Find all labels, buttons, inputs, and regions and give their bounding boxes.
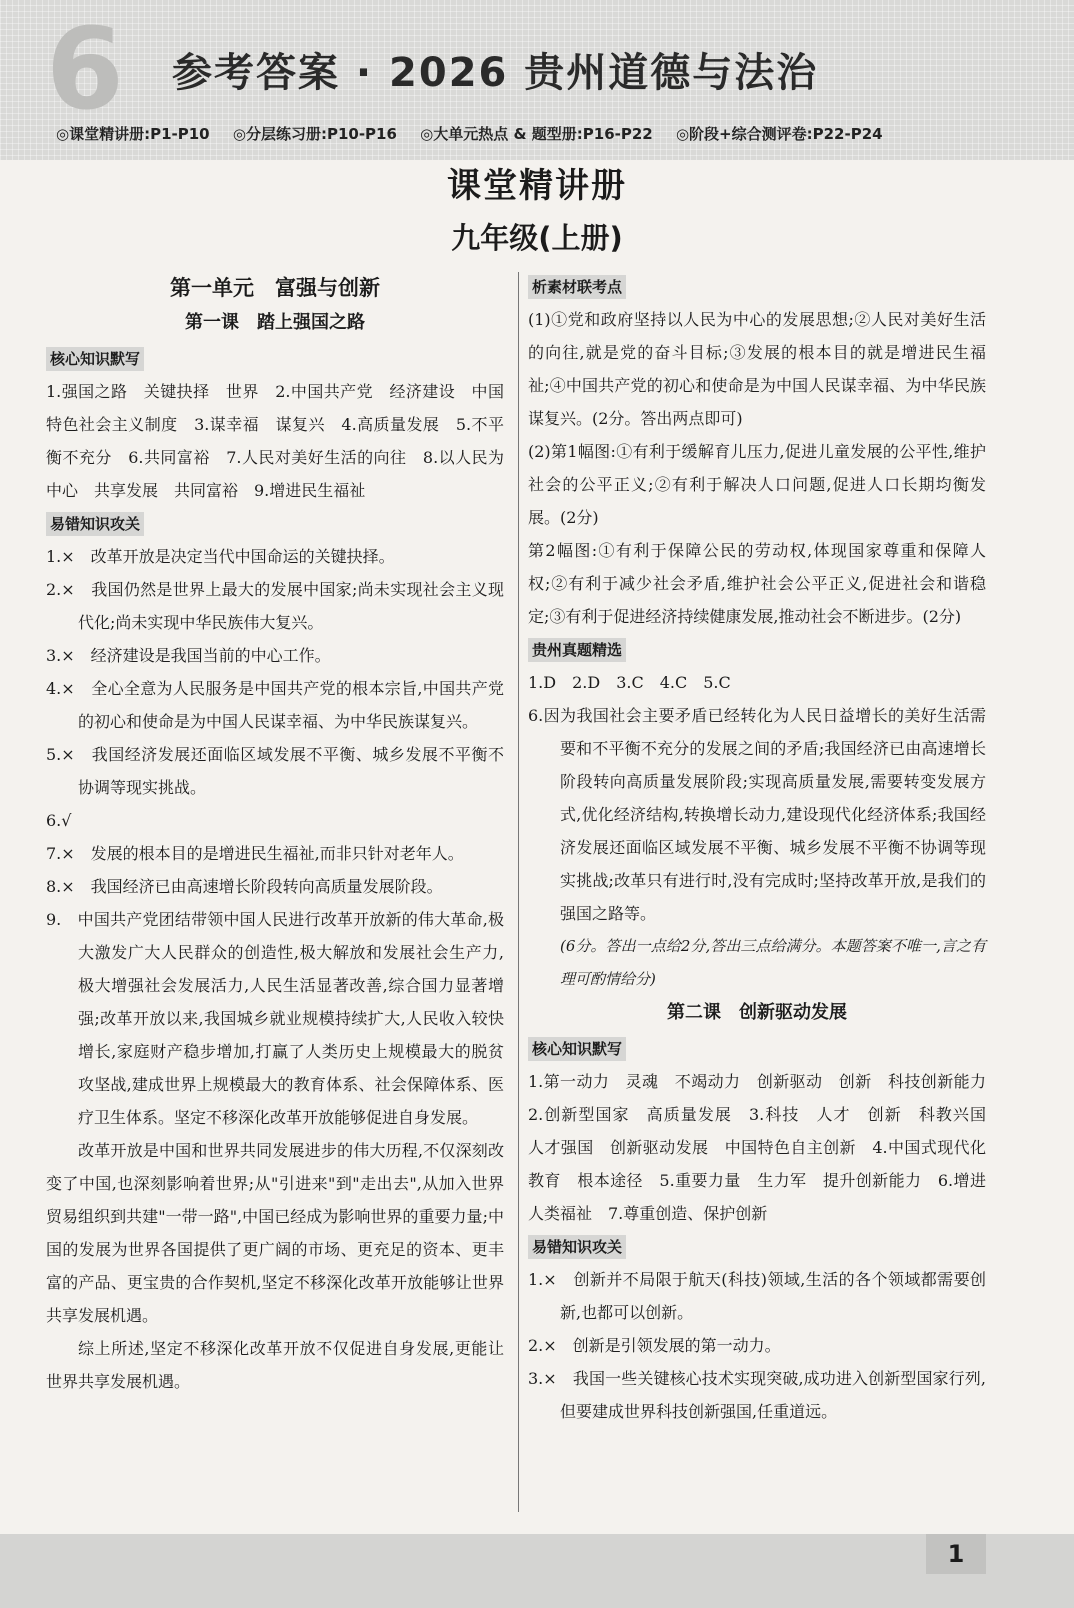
page-title: 参考答案 · 2026 贵州道德与法治: [172, 50, 819, 96]
core-knowledge-tag: 核心知识默写: [46, 347, 144, 371]
footer-band: [0, 1534, 1074, 1608]
answer-item: 7.× 发展的根本目的是增进民生福祉,而非只针对老年人。: [46, 844, 464, 863]
section-title: 课堂精讲册: [447, 166, 627, 206]
answer-item: 2.× 创新是引领发展的第一动力。: [528, 1336, 781, 1355]
material-answer: (1)①党和政府坚持以人民为中心的发展思想;②人民对美好生活的向往,就是党的奋斗目标;③发展的根本目的就是增进民生福祉;④中国共产党的初心和使命是为中国人民谋幸福、为中华民族谋复兴。(2分。答出两点即可): [528, 310, 986, 428]
unit-title: 第一单元 富强与创新: [170, 276, 380, 300]
answer-item: 1.× 改革开放是决定当代中国命运的关键抉择。: [46, 547, 395, 566]
answer-item: 4.× 全心全意为人民服务是中国共产党的根本宗旨,中国共产党的初心和使命是为中国人民谋幸福、为中华民族谋复兴。: [46, 679, 504, 731]
answer-item: 9. 中国共产党团结带领中国人民进行改革开放新的伟大革命,极大激发广大人民群众的创造性,极大解放和发展社会生产力,极大增强社会发展活力,人民生活显著改善,综合国力显著增强;改革开放以来,我国城乡就业规模持续扩大,人民收入较快增长,家庭财产稳步增加,打赢了人类历史上规模最大的脱贫攻坚战,建成世界上规模最大的教育体系、社会保障体系、医疗卫生体系。坚定不移深化改革开放能够促进自身发展。: [46, 910, 504, 1127]
right-column: [528, 270, 1003, 1428]
answer-item: 1.× 创新并不局限于航天(科技)领域,生活的各个领域都需要创新,也都可以创新。: [528, 1270, 986, 1322]
lesson-title: 第二课 创新驱动发展: [667, 1002, 847, 1023]
grade-title: 九年级(上册): [451, 221, 623, 255]
exam-answers: 1.D 2.D 3.C 4.C 5.C: [528, 673, 731, 692]
error-knowledge-tag: 易错知识攻关: [528, 1235, 626, 1259]
answer-paragraph: 综上所述,坚定不移深化改革开放不仅促进自身发展,更能让世界共享发展机遇。: [46, 1339, 504, 1391]
nav-item: ◎分层练习册:P10-P16: [232, 125, 397, 143]
exam-tag: 贵州真题精选: [528, 638, 626, 662]
nav-item: ◎大单元热点 & 题型册:P16-P22: [420, 125, 653, 143]
lesson-title: 第一课 踏上强国之路: [185, 312, 365, 333]
answer-item: 2.× 我国仍然是世界上最大的发展中国家;尚未实现社会主义现代化;尚未实现中华民族伟大复兴。: [46, 580, 504, 632]
nav-item: ◎课堂精讲册:P1-P10: [56, 125, 210, 143]
answer-item: 8.× 我国经济已由高速增长阶段转向高质量发展阶段。: [46, 877, 443, 896]
header-number: 6: [46, 5, 124, 135]
answer-item: 5.× 我国经济发展还面临区域发展不平衡、城乡发展不平衡不协调等现实挑战。: [46, 745, 504, 797]
core-knowledge-text: 1.第一动力 灵魂 不竭动力 创新驱动 创新 科技创新能力 2.创新型国家 高质量发展 3.科技 人才 创新 科教兴国 人才强国 创新驱动发展 中国特色自主创新 4.中国式现代化 教育 根本途径 5.重要力量 生力军 提升创新能力 6.增进人类福祉 7.尊重创造、保护创新: [528, 1072, 1003, 1223]
core-knowledge-tag: 核心知识默写: [528, 1037, 626, 1061]
column-divider: [518, 272, 519, 1512]
core-knowledge-text: 1.强国之路 关键抉择 世界 2.中国共产党 经济建设 中国特色社会主义制度 3.谋幸福 谋复兴 4.高质量发展 5.不平衡不充分 6.共同富裕 7.人民对美好生活的向往 8.以人民为中心 共享发展 共同富裕 9.增进民生福祉: [46, 382, 504, 500]
answer-item: 6.√: [46, 811, 72, 830]
left-column: [46, 270, 504, 1398]
answer-item: 3.× 我国一些关键核心技术实现突破,成功进入创新型国家行列,但要建成世界科技创新强国,任重道远。: [528, 1369, 986, 1421]
answer-item: 3.× 经济建设是我国当前的中心工作。: [46, 646, 331, 665]
answer-item: 6.因为我国社会主要矛盾已经转化为人民日益增长的美好生活需要和不平衡不充分的发展之间的矛盾;我国经济已由高速增长阶段转向高质量发展阶段;实现高质量发展,需要转变发展方式,优化经济结构,转换增长动力,建设现代化经济体系;我国经济发展还面临区域发展不平衡、城乡发展不平衡不协调等现实挑战;改革只有进行时,没有完成时;坚持改革开放,是我们的强国之路等。: [528, 706, 986, 923]
material-answer: (2)第1幅图:①有利于缓解育儿压力,促进儿童发展的公平性,维护社会的公平正义;②有利于解决人口问题,促进人口长期均衡发展。(2分): [528, 442, 986, 527]
page-number: 1: [926, 1534, 986, 1574]
material-tag: 析素材联考点: [528, 275, 626, 299]
answer-paragraph: 改革开放是中国和世界共同发展进步的伟大历程,不仅深刻改变了中国,也深刻影响着世界;从"引进来"到"走出去",从加入世界贸易组织到共建"一带一路",中国已经成为影响世界的重要力量;中国的发展为世界各国提供了更广阔的市场、更充足的资本、更丰富的产品、更宝贵的合作契机,坚定不移深化改革开放能够让世界共享发展机遇。: [46, 1141, 504, 1325]
nav-item: ◎阶段+综合测评卷:P22-P24: [675, 125, 883, 143]
score-note: (6分。答出一点给2分,答出三点给满分。本题答案不唯一,言之有理可酌情给分): [560, 937, 986, 988]
error-knowledge-tag: 易错知识攻关: [46, 512, 144, 536]
material-answer: 第2幅图:①有利于保障公民的劳动权,体现国家尊重和保障人权;②有利于减少社会矛盾,维护社会公平正义,促进社会和谐稳定;③有利于促进经济持续健康发展,推动社会不断进步。(2分): [528, 541, 986, 626]
booklet-nav: [56, 124, 901, 144]
